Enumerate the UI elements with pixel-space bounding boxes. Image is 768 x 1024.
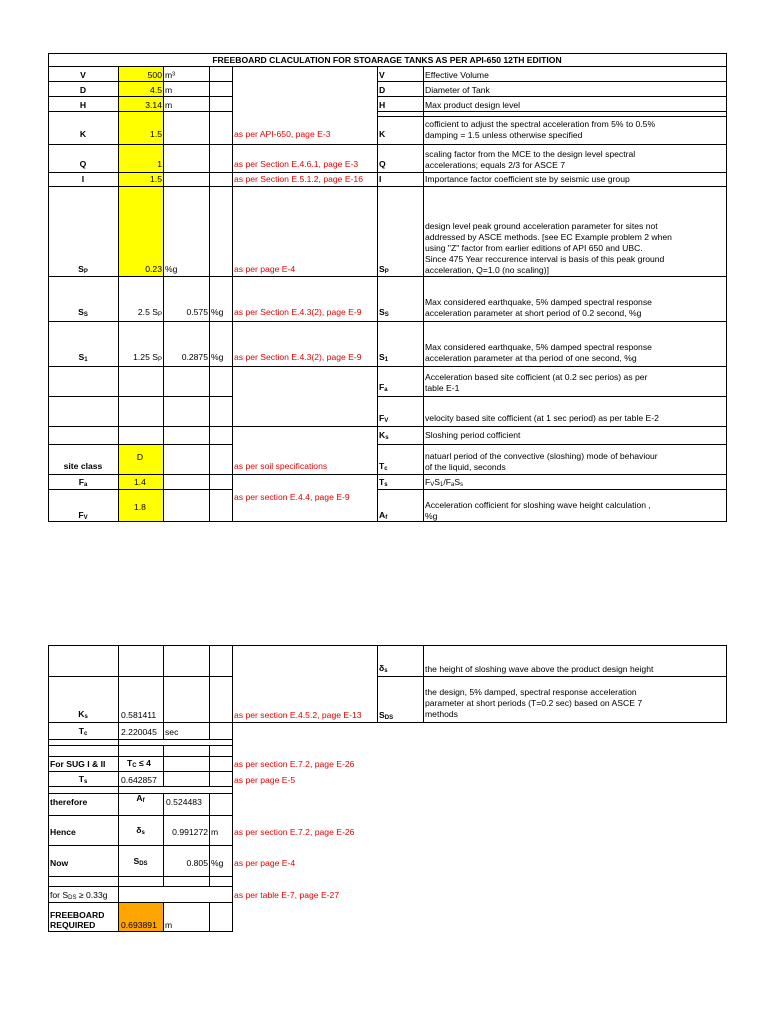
def-k-line1: cofficient to adjust the spectral acceleration from 5% to 0.5% [425,119,656,129]
def-sp-line1: design level peak ground acceleration parameter for sites not [425,221,658,231]
def-sym-tc: $T_c$ [379,461,388,472]
grid-line [377,116,727,117]
def-fv: velocity based site cofficient (at 1 sec period) as per table E-2 [425,413,659,423]
def-sp-line3: using "Z" factor from earlier editions of API 650 and UBC. [425,243,643,253]
grid-line [377,111,727,112]
unit-delta: m [211,827,219,837]
sym-ks: $K_s$ [78,709,88,720]
grid-line [209,902,210,932]
unit-s1: %g [211,352,224,362]
sym-i: I [81,174,85,184]
ref-s1: as per Section E.4.3(2), page E-9 [234,352,362,362]
def-i: Importance factor coefficient ste by seismic use group [425,174,630,184]
grid-line [163,66,164,522]
sds-condition: for $S_{DS} \ge 0.33g$ [50,890,108,901]
value-fv: 1.8 [134,502,146,512]
ref-ts: as per page E-5 [234,775,296,785]
value-ts: 0.642857 [121,775,157,785]
unit-h: m [165,100,173,110]
def-tc-line1: natuarl period of the convective (sloshing) mode of behaviour [425,451,658,461]
result-value: 0.693891 [121,920,157,930]
def-s1-line1: Max considered earthquake, 5% damped spectral response [425,342,652,352]
grid-line [48,444,233,445]
table-border [726,53,727,522]
sym-sds: $S_{DS}$ [133,856,148,867]
grid-line [377,66,378,522]
table-border [48,931,233,932]
def-sds-line1: the design, 5% damped, spectral response acceleration [425,687,637,697]
grid-line [377,96,727,97]
def-sp-line4: Since 475 Year reccurence interval is basis of this peak ground [425,254,665,264]
value-h: 3.14 [145,100,162,110]
ref-k: as per API-650, page E-3 [234,129,331,139]
value-v: 500 [147,70,162,80]
site-class-value: D [136,452,144,462]
def-sym-v: V [379,70,385,80]
sym-h: H [79,100,87,110]
ref-condition: as per table E-7, page E-27 [234,890,340,900]
grid-line [48,876,233,877]
def-ss-line1: Max considered earthquake, 5% damped spectral response [425,297,652,307]
sym-v: V [80,70,86,80]
def-sym-k: K [379,129,386,139]
grid-line [163,902,164,932]
sug-condition: $T_C \le 4$ [127,758,151,769]
grid-line [48,739,233,740]
grid-line [232,66,233,522]
def-sym-sp: $S_P$ [379,264,389,275]
unit-sp: %g [165,264,178,274]
grid-line [209,745,210,786]
grid-line [48,845,233,846]
def-sym-af: $A_f$ [379,510,388,521]
sym-fa: $F_a$ [78,477,88,488]
grid-line [48,771,233,772]
ref-ss: as per Section E.4.3(2), page E-9 [234,307,362,317]
def-d: Diameter of Tank [425,85,490,95]
def-sp-line5: acceleration, Q=1.0 (no scaling)] [425,265,549,275]
def-sym-delta: $\delta_s$ [379,663,388,674]
def-sym-ss: $S_S$ [379,307,389,318]
def-s1-line2: acceleration parameter at tha period of one second, %g [425,353,637,363]
ref-ks: as per section E.4.5.2, page E-13 [234,710,362,720]
ref-delta: as per section E.7.2, page E-26 [234,827,355,837]
grid-line [423,66,424,522]
sug-label: For SUG I & II [50,759,106,769]
grid-line [48,172,727,173]
result-unit: m [165,920,173,930]
grid-line [209,793,210,815]
factor-s1: 1.25 $S_P$ [133,352,162,363]
grid-line [163,793,164,815]
grid-line [48,676,233,677]
af-label: therefore [50,797,88,807]
def-sym-s1: $S_1$ [379,352,389,363]
table-border [726,645,727,723]
grid-line [377,444,727,445]
value-fa: 1.4 [134,477,146,487]
def-af-line1: Acceleration cofficient for sloshing wave height calculation , [425,500,651,510]
unit-ss: %g [211,307,224,317]
def-sds-line2: parameter at short periods (T=0.2 sec) based on ASCE 7 [425,698,643,708]
def-fa-line2: table E-1 [425,383,460,393]
ref-sug: as per section E.7.2, page E-26 [234,759,355,769]
grid-line [377,396,727,397]
def-ss-line2: acceleration parameter at short period of 0.2 second, %g [425,308,642,318]
grid-line [48,756,233,757]
def-sym-d: D [379,85,386,95]
table-border [48,645,49,932]
value-ks: 0.581411 [121,710,157,720]
table-border [48,521,727,522]
site-class-label: site class [63,461,103,471]
sym-fv: $F_V$ [78,510,88,521]
def-tc-line2: of the liquid, seconds [425,462,506,472]
value-tc: 2.220045 [121,727,157,737]
factor-ss: 2.5 $S_P$ [137,307,162,318]
ref-site: as per soil specifications [234,461,328,471]
def-v: Effective Volume [425,70,489,80]
def-delta: the height of sloshing wave above the product design height [425,664,654,674]
value-sds: 0.805 [186,858,208,868]
grid-line [377,676,727,677]
def-sym-h: H [379,100,386,110]
def-k-line2: damping = 1.5 unless otherwise specified [425,130,583,140]
grid-line [209,66,210,522]
value-q: 1 [157,159,162,169]
unit-v: m³ [165,70,176,80]
table-border [48,53,49,522]
grid-line [48,745,233,746]
ref-q: as per Section E.4.6.1, page E-3 [234,159,359,169]
sym-delta: $\delta_s$ [136,825,145,836]
grid-line [48,111,233,112]
grid-line [48,815,233,816]
ref-i: as per Section E.5.1.2, page E-16 [234,174,363,184]
value-i: 1.5 [150,174,162,184]
def-sym-q: Q [379,159,386,169]
sym-q: Q [79,159,87,169]
sym-tc: $T_c$ [78,726,88,737]
sym-k: K [79,129,87,139]
def-sym-i: I [379,174,382,184]
def-sym-fa: $F_a$ [379,382,388,393]
def-q-line2: accelerations; equals 2/3 for ASCE 7 [425,160,565,170]
table-border [48,66,726,67]
grid-line [48,186,727,187]
grid-line [163,745,164,786]
value-k: 1.5 [150,129,162,139]
sym-d: D [79,85,87,95]
grid-line [48,144,727,145]
def-af-line2: %g [425,511,438,521]
def-sp-line2: addressed by ASCE methods. [see EC Example problem 2 when [425,232,672,242]
ref-fv: as per section E.4.4, page E-9 [234,492,350,502]
grid-line [48,426,727,427]
def-ks: Sloshing period cofficient [425,430,521,440]
value-delta: 0.991272 [172,827,208,837]
value-af: 0.524483 [166,797,202,807]
def-h: Max product design level [425,100,521,110]
def-ts-formula: $F_VS_1/F_aS_s$ [425,477,464,488]
grid-line [48,96,233,97]
def-sds-line3: methods [425,709,458,719]
delta-label: Hence [50,827,76,837]
grid-line [209,645,210,740]
value-d: 4.5 [150,85,162,95]
table-border [48,645,727,646]
ref-sp: as per page E-4 [234,264,296,274]
grid-line [377,81,727,82]
table-border [48,53,726,54]
grid-line [423,645,424,723]
result-label-line1: FREEBOARD [50,910,105,920]
result-label-line2: REQUIRED [50,920,96,930]
grid-line [48,366,727,367]
value-ss: 0.575 [186,307,208,317]
def-sym-sds: $S_{DS}$ [379,710,394,721]
grid-line [118,645,119,932]
def-q-line1: scaling factor from the MCE to the design level spectral [425,149,636,159]
unit-tc: sec [165,727,179,737]
grid-line [48,321,727,322]
sym-s1: $S_1$ [78,352,88,363]
input-fill-sp [118,186,163,276]
unit-sds: %g [211,858,224,868]
sym-ss: $S_S$ [78,307,88,318]
sds-label: Now [50,858,69,868]
grid-line [48,886,233,887]
sym-sp: $S_P$ [78,264,88,275]
grid-line [163,645,164,740]
def-fa-line1: Acceleration based site cofficient (at 0.2 sec perios) as per [425,372,648,382]
value-s1: 0.2875 [181,352,208,362]
page-title: FREEBOARD CLACULATION FOR STOARAGE TANKS AS PER API-650 12TH EDITION [212,55,562,65]
grid-line [48,396,233,397]
grid-line [48,81,233,82]
sym-ts: $T_s$ [78,774,88,785]
sym-af: $A_f$ [136,793,145,804]
def-sym-ts: $T_s$ [379,477,388,488]
def-sym-fv: $F_V$ [379,413,389,424]
table-border [232,645,233,932]
def-sym-ks: $K_s$ [379,430,389,441]
ref-sds: as per page E-4 [234,858,296,868]
value-sp: 0.23 [145,264,162,274]
unit-d: m [165,85,173,95]
grid-line [48,474,727,475]
grid-line [377,645,378,723]
